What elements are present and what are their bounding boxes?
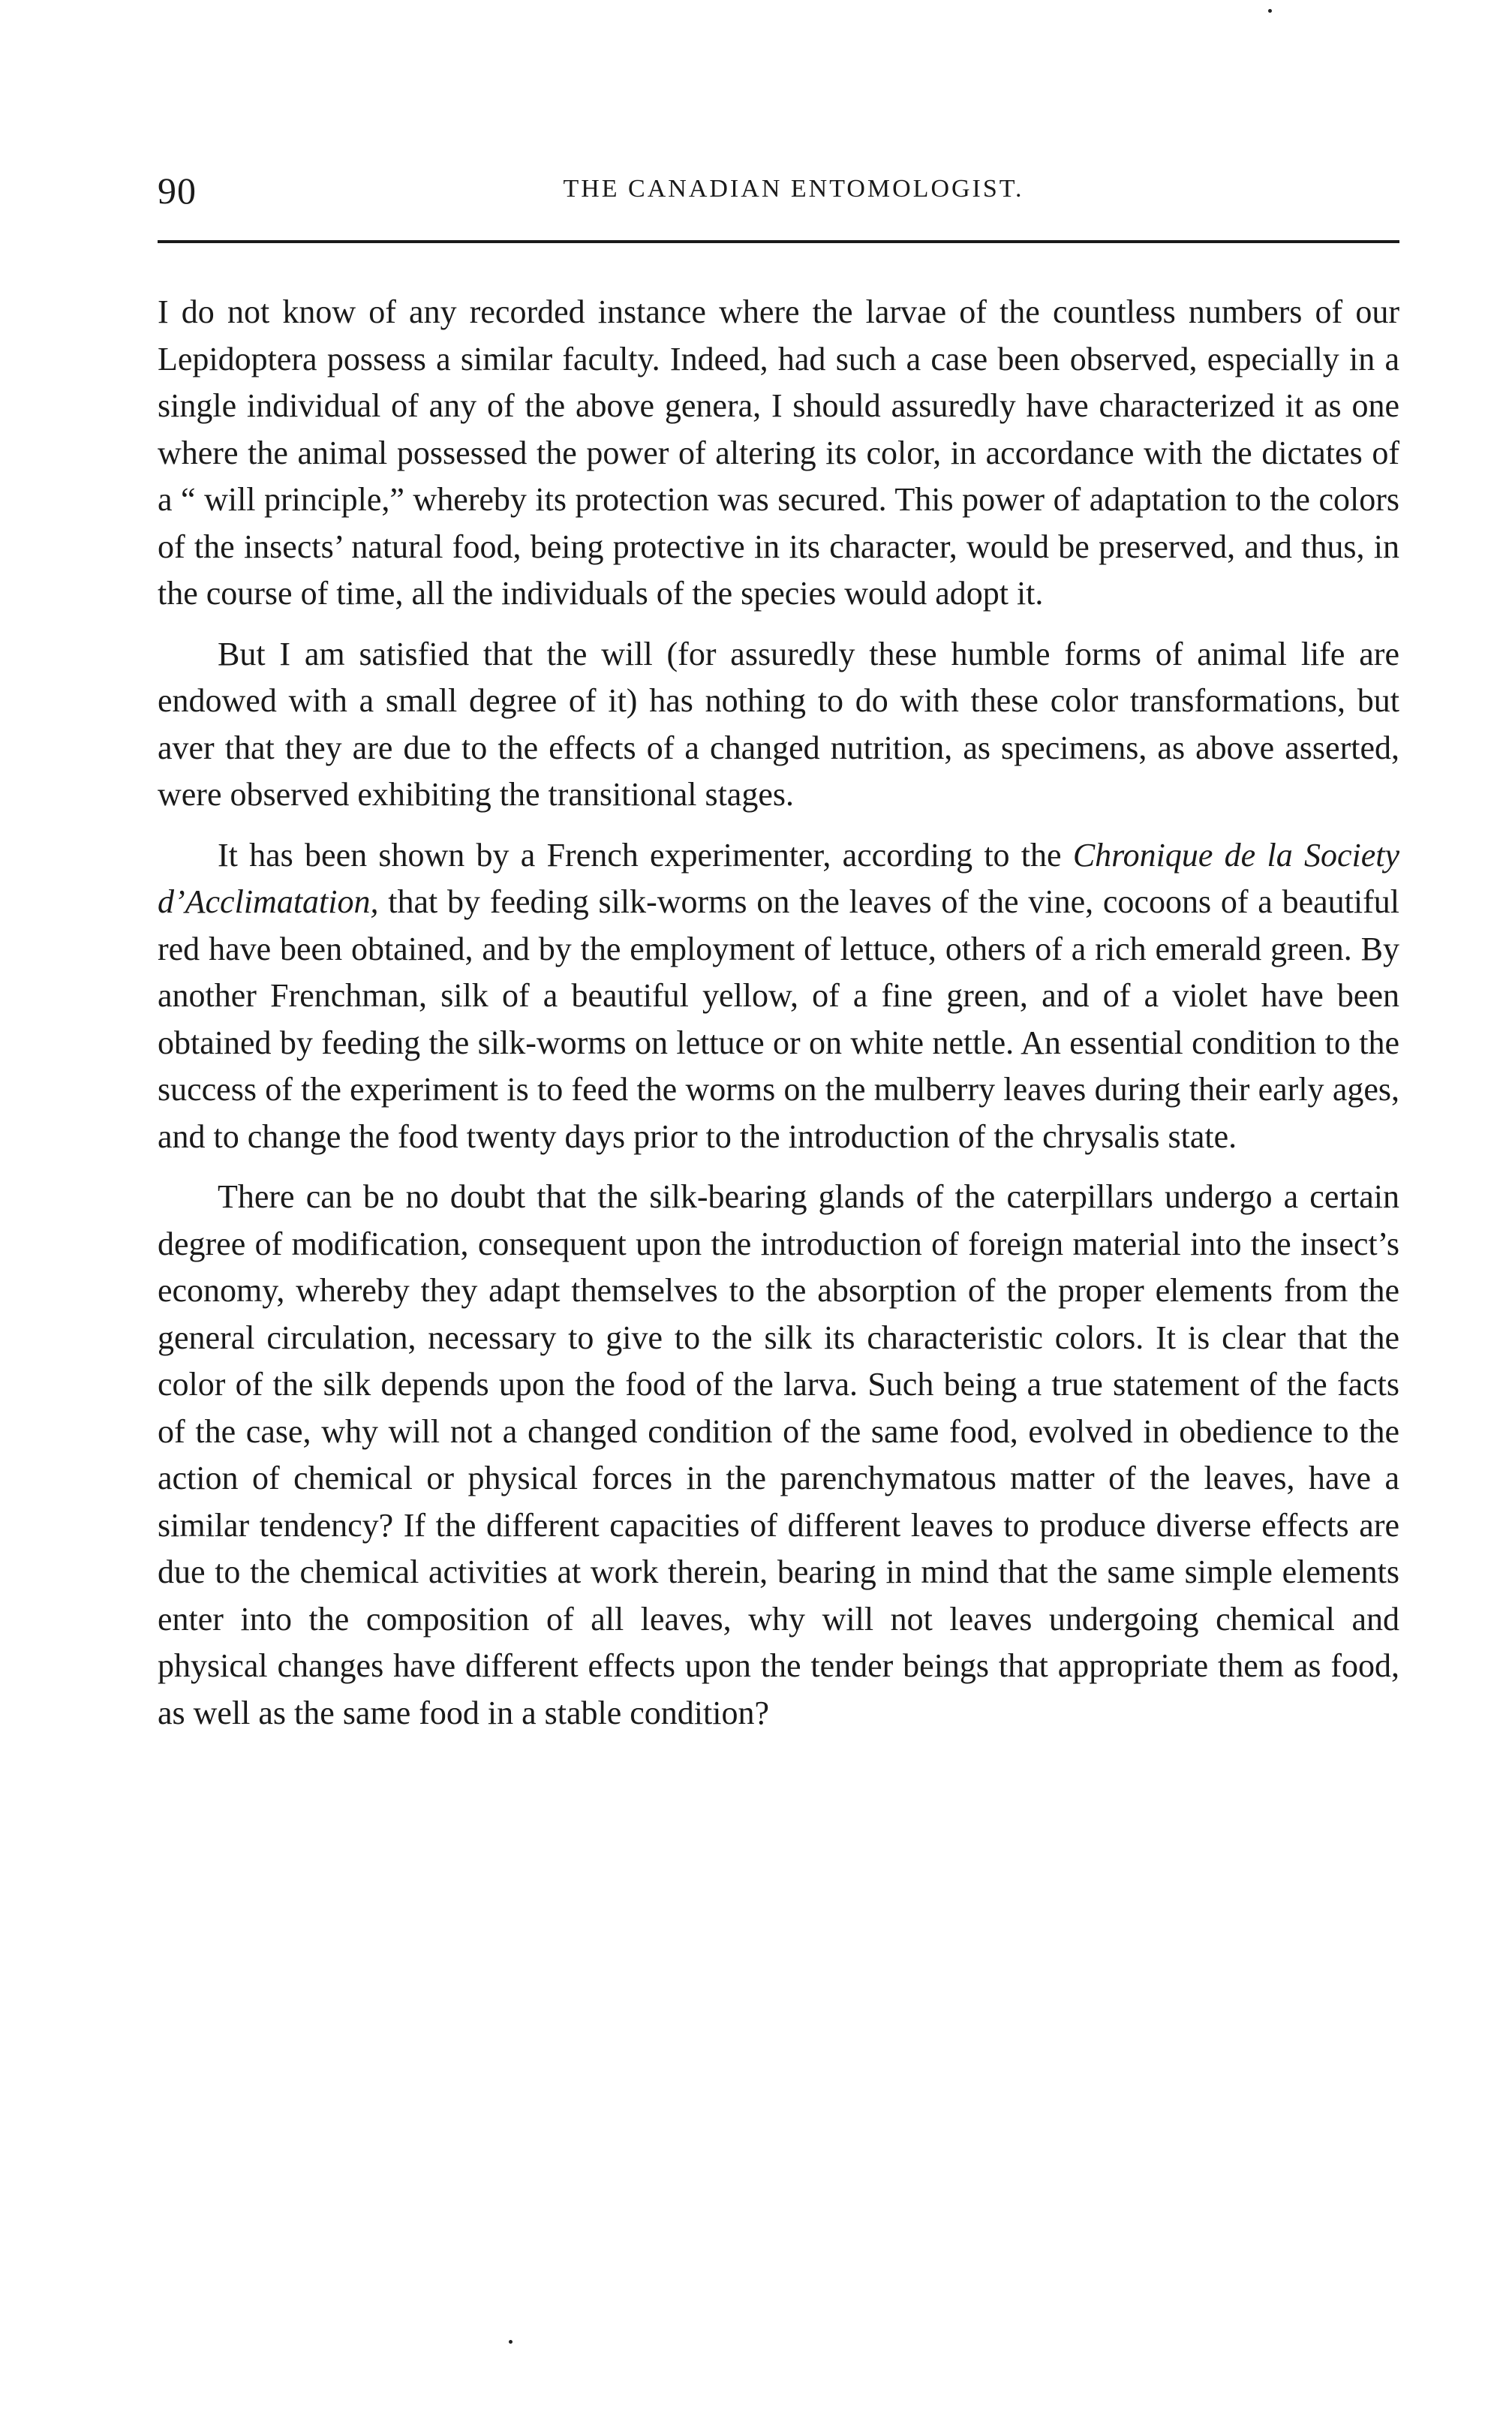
paragraph-3-text-after: that by feeding silk-worms on the leaves of the vine, cocoons of a beautiful red have been obtained, and by the employment of lettuce, others of a rich emerald green. By another Frenchman, silk of a beautiful yellow, of a fine green, and of a violet have been obtained by feeding the silk-worms on lettuce or on white nettle. An essential condition to the success of the experiment is to feed the worms on the mulberry leaves during their early ages, and to change the food twenty days prior to the introduction of the chrysalis state. — [158, 883, 1399, 1155]
paragraph-3-text-before: It has been shown by a French experimenter, according to the — [218, 836, 1073, 874]
running-head — [158, 169, 1399, 221]
journal-title: THE CANADIAN ENTOMOLOGIST. — [563, 175, 1024, 203]
print-speck — [1268, 9, 1272, 13]
header-rule — [158, 240, 1399, 243]
print-speck — [509, 2340, 513, 2344]
paragraph-2: But I am satisfied that the will (for assuredly these humble forms of animal life are endowed with a small degree of it) has nothing to do with these color transformations, but aver that they are due to the effects of a changed nutrition, as specimens, as above asserted, were observed exhibiting the transitional stages. — [158, 635, 1399, 813]
book-page — [158, 0, 1399, 2409]
paragraph-4: There can be no doubt that the silk-bearing glands of the caterpillars undergo a certain degree of modification, consequent upon the introduction of foreign material into the insect’s economy, whereby they adapt themselves to the absorption of the proper elements from the general circulation, necessary to give to the silk its characteristic colors. It is clear that the color of the silk depends upon the food of the larva. Such being a true statement of the facts of the case, why will not a changed condition of the same food, evolved in obedience to the action of chemical or physical forces in the parenchymatous matter of the leaves, have a similar tendency? If the different capacities of different leaves to produce diverse effects are due to the chemical activities at work therein, bearing in mind that the same simple elements enter into the composition of all leaves, why will not leaves undergoing chemical and physical changes have different effects upon the tender beings that appropriate them as food, as well as the same food in a stable condition? — [158, 1178, 1399, 1731]
article-body — [158, 289, 1399, 1737]
journal-citation-italic: Chronique de la Society d’Acclimatation, — [158, 836, 1399, 920]
paragraph-3 — [158, 832, 1399, 1161]
page-number: 90 — [158, 170, 197, 212]
paragraph-1: I do not know of any recorded instance where the larvae of the countless numbers of our Lepidoptera possess a similar faculty. Indeed, had such a case been observed, especially in a single individual of any of the above genera, I should assuredly have characterized it as one where the animal possessed the power of altering its color, in accordance with the dictates of a “ will principle,” whereby its protection was secured. This power of adaptation to the colors of the insects’ natural food, being protective in its character, would be preserved, and thus, in the course of time, all the individuals of the species would adopt it. — [158, 293, 1399, 612]
